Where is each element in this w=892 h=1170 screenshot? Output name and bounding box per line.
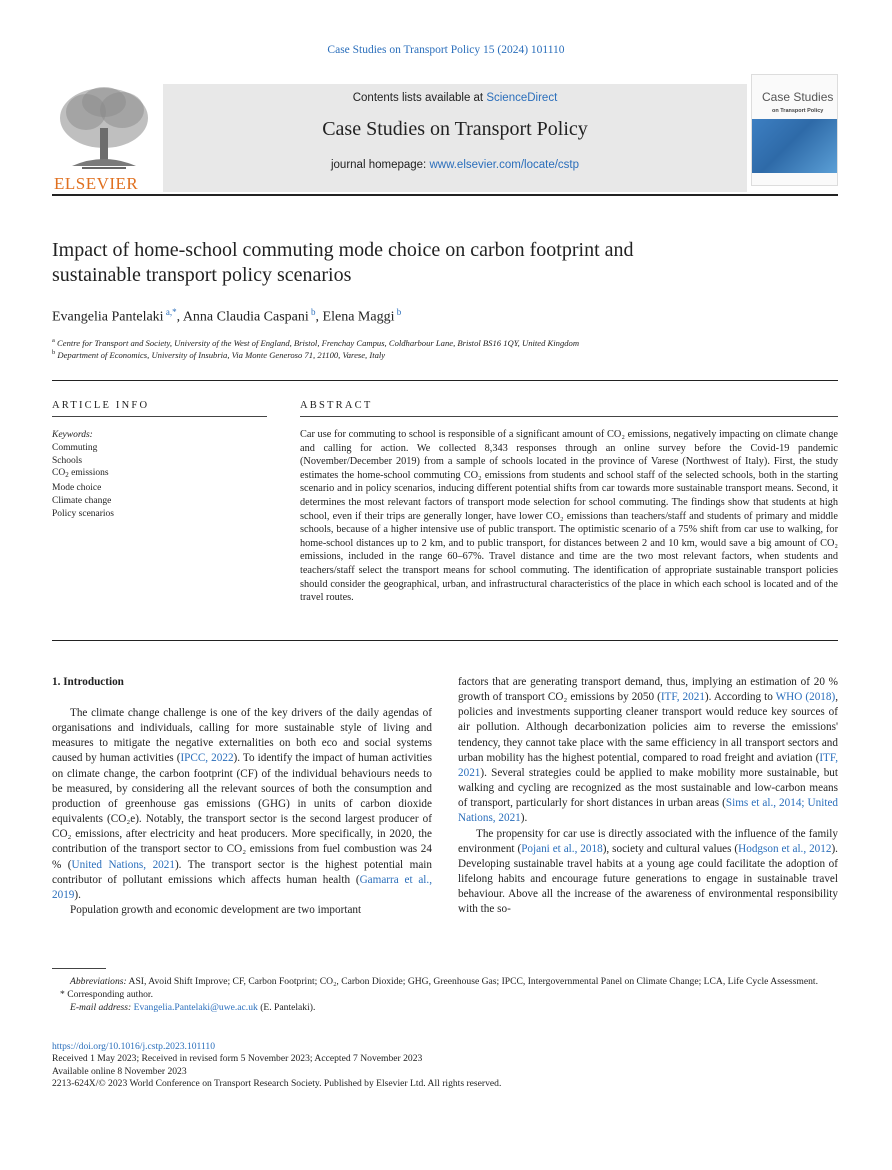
paragraph: [52, 903, 432, 918]
journal-banner: [163, 84, 747, 192]
email-suffix: (E. Pantelaki).: [257, 1002, 316, 1014]
citation-link[interactable]: United Nations, 2021: [71, 858, 175, 871]
paragraph: [52, 706, 432, 903]
citation-link[interactable]: Sims et al., 2014; United Nations, 2021: [458, 797, 839, 825]
author-affiliation-marker[interactable]: a,*: [163, 307, 177, 317]
abbreviations-text: ASI, Avoid Shift Improve; CF, Carbon Footprint; CO₂, Carbon Dioxide; GHG, Greenhouse Gas; IPCC, Intergovernmental Panel on Climate Change; LCA, Life Cycle Assessment.: [126, 976, 818, 987]
affiliation-b: [52, 349, 385, 360]
abstract-heading: ABSTRACT: [300, 400, 373, 411]
text-run: , policies and investments supporting cleaner transport would reduce key sources of air pollution. Although decarbonization policies aim to reverse the emissions' tendency, they cannot take place with the same efficiency in all transport sectors and urban mobility has the highest potential, compared to road freight and aviation (: [458, 691, 838, 764]
citation-link[interactable]: Gamarra et al., 2019: [52, 873, 432, 901]
affiliation-marker: a: [52, 337, 55, 344]
cover-title: Case Studies: [762, 90, 834, 104]
abbreviations-label: Abbreviations:: [70, 976, 127, 987]
affiliation-text: Centre for Transport and Society, University of the West of England, Bristol, Frenchay Campus, Coldharbour Lane, Bristol BS16 1QY, United Kingdom: [57, 337, 580, 348]
author-separator: ,: [315, 309, 323, 325]
keyword: $CO_2$ emissions: [52, 468, 109, 480]
available-online: Available online 8 November 2023: [52, 1065, 187, 1077]
author-affiliation-marker[interactable]: b: [308, 307, 316, 317]
citation-link[interactable]: Pojani et al., 2018: [521, 842, 603, 855]
journal-title: Case Studies on Transport Policy: [322, 118, 588, 140]
contents-line: [163, 92, 747, 104]
citation-link[interactable]: ITF, 2021: [660, 691, 705, 704]
received-dates: Received 1 May 2023; Received in revised form 5 November 2023; Accepted 7 November 2023: [52, 1053, 423, 1065]
journal-header: [52, 74, 838, 192]
publisher-name: ELSEVIER: [54, 174, 139, 193]
paragraph: [458, 675, 838, 827]
title-rule: [52, 380, 838, 381]
text-run: ).: [520, 812, 528, 825]
citation-link[interactable]: WHO (2018): [775, 691, 836, 704]
keywords-label: Keywords:: [52, 430, 93, 440]
journal-cover-thumbnail[interactable]: [751, 74, 838, 186]
sciencedirect-link[interactable]: ScienceDirect: [486, 92, 558, 104]
copyright: 2213-624X/© 2023 World Conference on Transport Research Society. Published by Elsevier Ltd. All rights reserved.: [52, 1078, 502, 1090]
article-info-heading: ARTICLE INFO: [52, 400, 150, 411]
text-run: ).: [74, 888, 81, 901]
text-run: ). To identify the impact of human activities on climate change, the carbon footprint (CF) of the individual behaviours needs to be measured, by considering all the relevant sources of both the consumption and production of greenhouse gas emissions (GHG) in units of carbon dioxide equivalents (CO₂e). Notably, the transport sector is the second largest producer of CO₂ emissions, after electricity and heat producers. More specifically, in 2020, the contribution of the transport sector to CO₂ emissions from fuel combustion was 24 % (: [52, 752, 433, 871]
text-run: ). According to: [704, 691, 776, 704]
text-run: factors that are generating transport demand, thus, implying an estimation of 20 % growth of transport CO₂ emissions by 2050 (: [458, 676, 838, 704]
body-column-left: [52, 706, 432, 918]
homepage-link[interactable]: www.elsevier.com/locate/cstp: [429, 159, 580, 171]
email-link[interactable]: Evangelia.Pantelaki@uwe.ac.uk: [133, 1002, 258, 1014]
author-affiliation-marker[interactable]: b: [394, 307, 402, 317]
author-name[interactable]: Anna Claudia Caspani: [182, 309, 309, 325]
author-separator: ,: [176, 309, 183, 325]
doi-link[interactable]: https://doi.org/10.1016/j.cstp.2023.101110: [52, 1041, 216, 1052]
homepage-prefix: journal homepage:: [330, 159, 430, 171]
elsevier-logo: [52, 82, 156, 194]
corresponding-author-note: * Corresponding author.: [60, 989, 153, 1001]
body-column-right: [458, 675, 838, 918]
title-line-2: sustainable transport policy scenarios: [52, 264, 352, 286]
contents-prefix: Contents lists available at: [352, 92, 487, 104]
email-note: [52, 1001, 838, 1014]
keyword: Schools: [52, 455, 83, 466]
header-rule: [52, 194, 838, 196]
text-run: The propensity for car use is directly associated with the influence of the family environment (: [458, 827, 838, 855]
affiliation-marker: b: [52, 349, 56, 356]
affiliation-a: [52, 337, 579, 348]
citation-link[interactable]: Hodgson et al., 2012: [738, 842, 832, 855]
author-name[interactable]: Evangelia Pantelaki: [52, 309, 164, 325]
abstract-text: Car use for commuting to school is responsible of a significant amount of CO₂ emissions, negatively impacting on climate change and calling for action. We collected 8,343 responses through an online survey before the Covid-19 pandemic (November/December 2019) from a sample of schools located in the province of Varese (Northwest of Italy). First, the study estimates the home-school commuting CO₂ emissions from students and school staff of the selected schools, both in the starting scenario and in policy scenarios, inducing different potential shifts from car towards more sustainable transport means. Second, it determines the most relevant factors of transport mode selection for school commuting. The findings show that students at high school, even if their trips are generally longer, have lower CO₂ emissions than teachers/staff and students of primary and middle schools, because of a higher intensive use of public transport. The optimistic scenario of a 75% shift from car use to walking, for home-school distances up to 2 km, and to public transport, for distances between 2 and 10 km, would save a big amount of CO₂ emissions, included in the range 60–67%. Travel distance and time are the two most relevant factors, when students and teachers/staff select the transport means for school commuting. The identification of appropriate sustainable transport policies should consider the geographical, urban, and infrastructural characteristics of the place in which each school is located and of the travel routes.: [300, 429, 838, 604]
citation-link[interactable]: IPCC, 2022: [180, 752, 234, 765]
footnotes: [52, 975, 838, 1015]
keywords-list: [52, 429, 267, 521]
tree-icon: [52, 82, 156, 172]
journal-reference[interactable]: Case Studies on Transport Policy 15 (2024) 101110: [327, 44, 565, 56]
text-run: ). Developing sustainable travel habits at a young age could facilitate the adoption of lifelong habits and encourage future generations to engage in sustainable travel behaviour. Above all the increase of the awareness of environmental responsibility with the so-: [458, 842, 838, 916]
text-run: ). The transport sector is the highest potential main contributor of pollutant emissions which affects human health (: [52, 858, 433, 886]
publication-info: [52, 1041, 838, 1091]
keyword: Climate change: [52, 495, 112, 506]
keyword: Commuting: [52, 442, 98, 453]
text-run: The climate change challenge is one of the key drivers of the daily agendas of organisations and individuals, calling for more sustainable style of living and measures to mitigate the negative externalities on both eco and social systems caused by human activities (: [52, 707, 432, 765]
text-run: ), society and cultural values (: [602, 842, 739, 855]
article-title: [52, 238, 838, 288]
article-info-rule: [52, 416, 267, 417]
introduction-heading: 1. Introduction: [52, 676, 124, 688]
affiliation-text: Department of Economics, University of Insubria, Via Monte Generoso 71, 21100, Varese, Italy: [57, 349, 386, 360]
citation-link[interactable]: ITF, 2021: [458, 751, 838, 779]
abbreviations-note: [52, 975, 838, 988]
homepage-line: [163, 159, 747, 171]
cover-image: [752, 119, 837, 173]
abstract-bottom-rule: [52, 640, 838, 641]
title-line-1: Impact of home-school commuting mode choice on carbon footprint and: [52, 239, 634, 261]
cover-subtitle: on Transport Policy: [772, 108, 824, 114]
author-list: [52, 307, 401, 326]
email-label: E-mail address:: [70, 1002, 132, 1014]
text-run: Population growth and economic development are two important: [70, 904, 362, 917]
keyword: Mode choice: [52, 483, 102, 494]
footnote-rule: [52, 968, 106, 969]
author-name[interactable]: Elena Maggi: [322, 309, 395, 325]
abstract-rule: [300, 416, 838, 417]
keyword: Policy scenarios: [52, 508, 115, 519]
paragraph: [458, 827, 838, 918]
text-run: ). Several strategies could be applied to make mobility more sustainable, but walking and cycling are recognized as the most sustainable and low-carbon means of transport, particularly for short distances in urban areas (: [458, 766, 838, 810]
